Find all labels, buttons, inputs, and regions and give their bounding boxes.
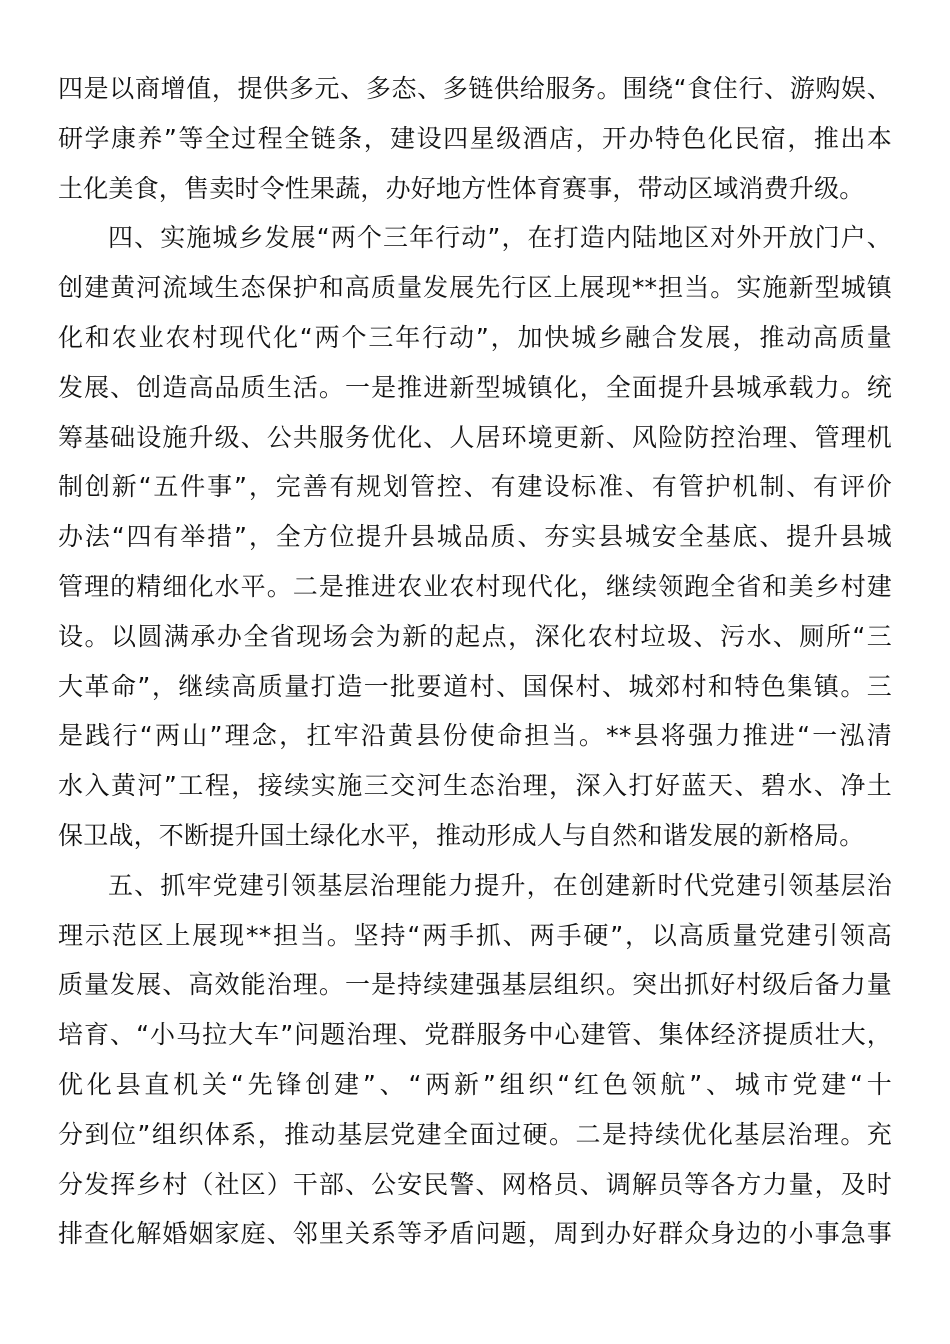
- text-line: 制创新“五件事”，完善有规划管控、有建设标准、有管护机制、有评价: [58, 472, 892, 502]
- text-line: 研学康养”等全过程全链条，建设四星级酒店，开办特色化民宿，推出本: [58, 123, 892, 153]
- text-line: 水入黄河”工程，接续实施三交河生态治理，深入打好蓝天、碧水、净土: [58, 771, 892, 801]
- text-line: 理示范区上展现**担当。坚持“两手抓、两手硬”，以高质量党建引领高: [58, 920, 892, 950]
- text-line: 土化美食，售卖时令性果蔬，办好地方性体育赛事，带动区域消费升级。: [58, 173, 865, 203]
- text-line: 培育、“小马拉大车”问题治理、党群服务中心建管、集体经济提质壮大，: [58, 1020, 892, 1050]
- text-line: 大革命”，继续高质量打造一批要道村、国保村、城郊村和特色集镇。三: [58, 671, 892, 701]
- text-line: 质量发展、高效能治理。一是持续建强基层组织。突出抓好村级后备力量: [58, 970, 892, 1000]
- text-line: 管理的精细化水平。二是推进农业农村现代化，继续领跑全省和美乡村建: [58, 571, 892, 601]
- text-line: 排查化解婚姻家庭、邻里关系等矛盾问题，周到办好群众身边的小事急事: [58, 1219, 892, 1249]
- document-body: [58, 64, 892, 1259]
- text-line: 化和农业农村现代化“两个三年行动”，加快城乡融合发展，推动高质量: [58, 322, 892, 352]
- text-line: 设。以圆满承办全省现场会为新的起点，深化农村垃圾、污水、厕所“三: [58, 621, 892, 651]
- section-heading-line: 五、抓牢党建引领基层治理能力提升，在创建新时代党建引领基层治: [108, 870, 892, 900]
- text-line: 四是以商增值，提供多元、多态、多链供给服务。围绕“食住行、游购娱、: [58, 74, 892, 103]
- text-line: 保卫战，不断提升国土绿化水平，推动形成人与自然和谐发展的新格局。: [58, 820, 865, 850]
- text-line: 分发挥乡村（社区）干部、公安民警、网格员、调解员等各方力量，及时: [58, 1169, 892, 1199]
- text-line: 分到位”组织体系，推动基层党建全面过硬。二是持续优化基层治理。充: [58, 1119, 892, 1149]
- text-line: 是践行“两山”理念，扛牢沿黄县份使命担当。**县将强力推进“一泓清: [58, 721, 892, 751]
- text-line: 发展、创造高品质生活。一是推进新型城镇化，全面提升县城承载力。统: [58, 372, 892, 402]
- text-line: 办法“四有举措”，全方位提升县城品质、夯实县城安全基底、提升县城: [58, 522, 892, 552]
- section-heading-line: 四、实施城乡发展“两个三年行动”，在打造内陆地区对外开放门户、: [108, 223, 892, 253]
- text-line: 优化县直机关“先锋创建”、“两新”组织“红色领航”、城市党建“十: [58, 1069, 892, 1099]
- text-line: 创建黄河流域生态保护和高质量发展先行区上展现**担当。实施新型城镇: [58, 273, 892, 303]
- text-line: 筹基础设施升级、公共服务优化、人居环境更新、风险防控治理、管理机: [58, 422, 892, 452]
